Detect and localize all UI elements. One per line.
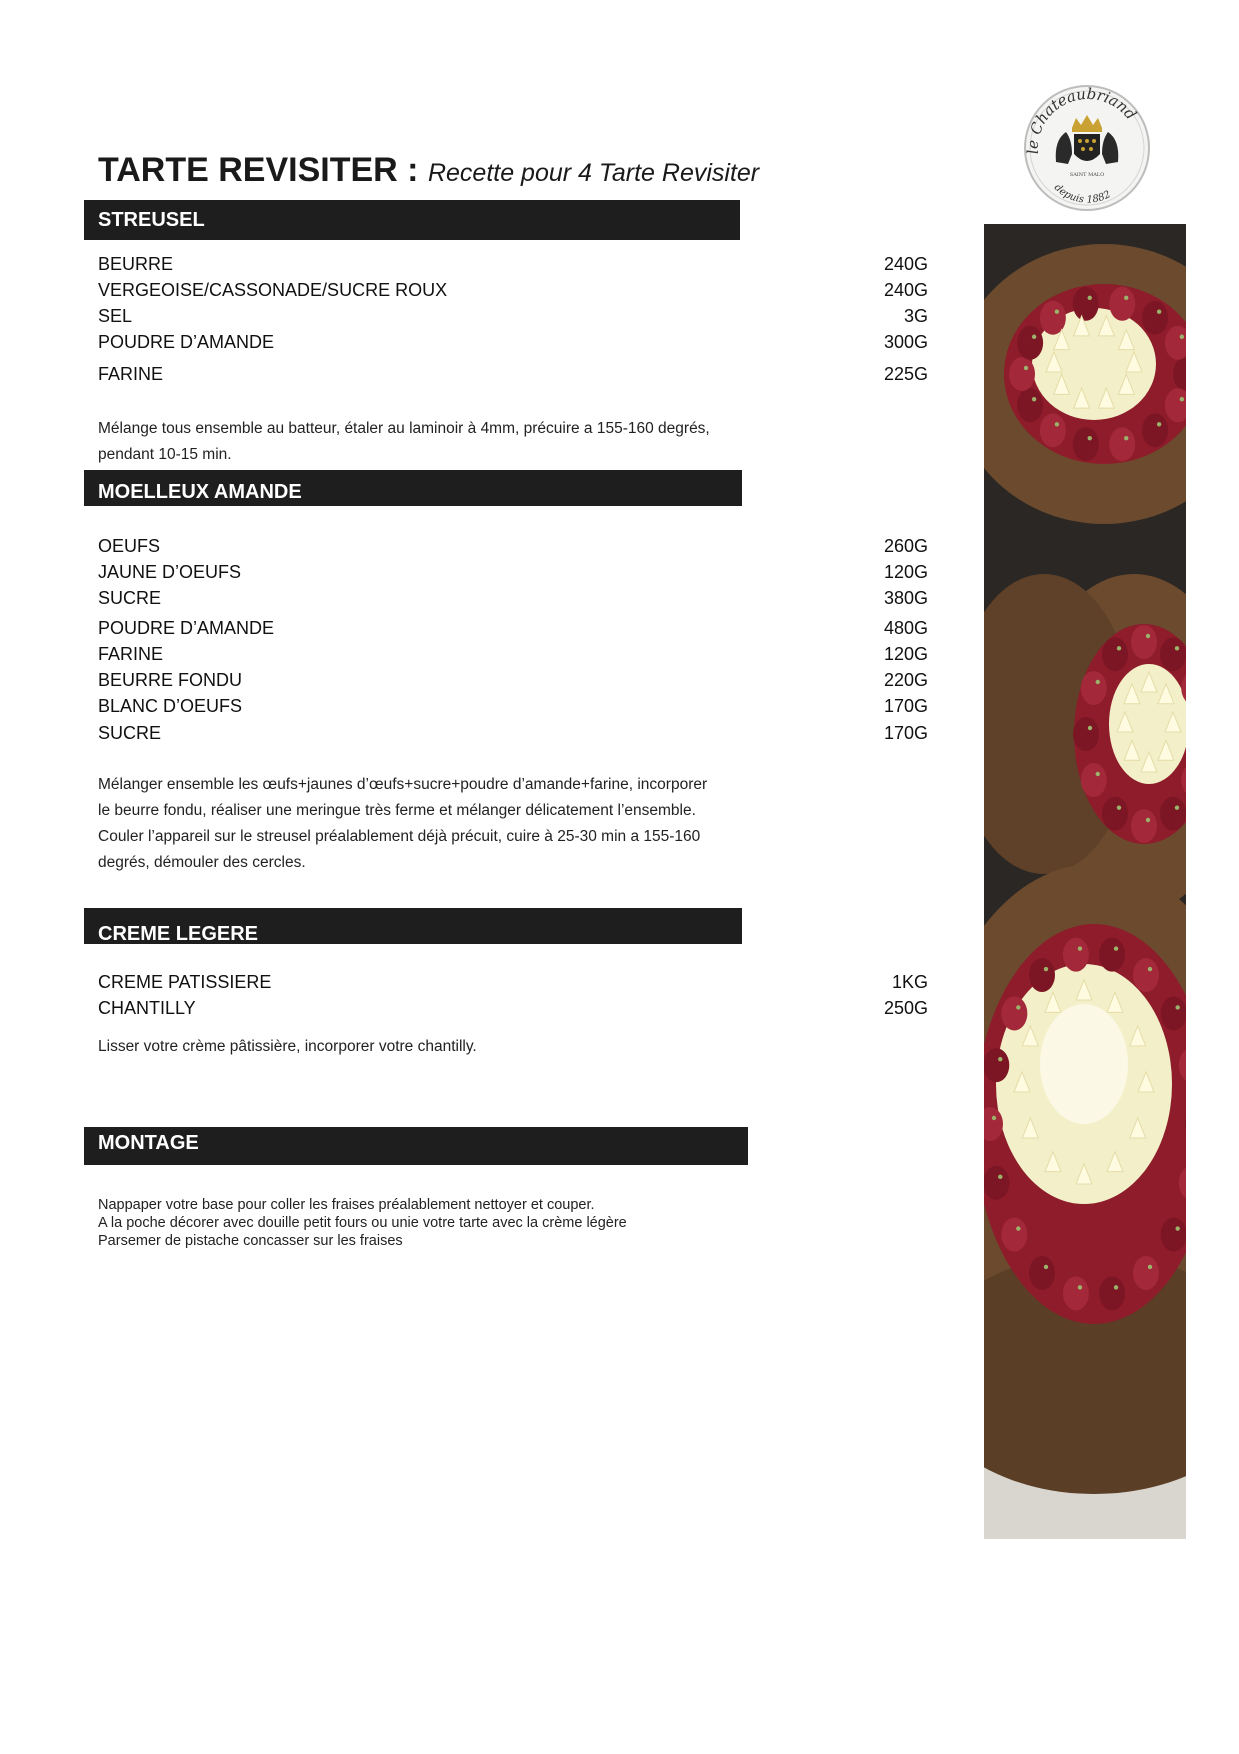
- instruction-line: degrés, démouler des cercles.: [98, 854, 306, 871]
- strawberry-shape: [984, 1166, 1009, 1200]
- tart-illustration: [984, 224, 1186, 1539]
- pistachio-shape: [1088, 436, 1092, 440]
- ingredient-qty: 240G: [883, 253, 928, 274]
- pistachio-shape: [1088, 726, 1092, 730]
- ingredient-name: FARINE: [98, 643, 164, 664]
- ingredient-name: BEURRE: [98, 253, 174, 274]
- ingredient-row: [98, 694, 928, 718]
- strawberry-shape: [1081, 671, 1107, 705]
- pistachio-shape: [1032, 335, 1036, 339]
- ingredient-row: [98, 278, 928, 302]
- instructions-moelleux-amande: [98, 772, 778, 876]
- pistachio-shape: [1124, 296, 1128, 300]
- pistachio-shape: [1032, 397, 1036, 401]
- instruction-line: Mélanger ensemble les œufs+jaunes d’œufs+sucre+poudre d’amande+farine, incorporer: [98, 776, 708, 793]
- section-heading-moelleux-amande: MOELLEUX AMANDE: [84, 470, 742, 506]
- ingredient-qty: 380G: [883, 587, 928, 608]
- pistachio-shape: [1175, 1226, 1179, 1230]
- restaurant-logo: [1016, 84, 1158, 212]
- ingredient-qty: 250G: [883, 997, 928, 1018]
- pistachio-shape: [1175, 805, 1179, 809]
- pistachio-shape: [1146, 634, 1150, 638]
- ingredient-qty: 300G: [883, 331, 928, 352]
- strawberry-shape: [1029, 958, 1055, 992]
- ingredient-row: [98, 586, 928, 610]
- strawberry-shape: [1073, 427, 1099, 461]
- section-heading-creme-legere: CREME LEGERE: [84, 908, 742, 944]
- instruction-line: le beurre fondu, réaliser une meringue très ferme et mélanger délicatement l’ensemble.: [98, 802, 696, 819]
- logo-city-text: SAINT MALO: [1069, 172, 1105, 178]
- pistachio-shape: [1055, 310, 1059, 314]
- ingredient-row: [98, 642, 928, 666]
- pistachio-shape: [1114, 1285, 1118, 1289]
- tart-photo: [984, 224, 1186, 1539]
- pistachio-shape: [1016, 1226, 1020, 1230]
- pistachio-shape: [1148, 967, 1152, 971]
- strawberry-shape: [1161, 996, 1186, 1030]
- instruction-line: Parsemer de pistache concasser sur les fraises: [98, 1233, 403, 1249]
- pistachio-shape: [1117, 646, 1121, 650]
- pistachio-shape: [1175, 646, 1179, 650]
- strawberry-shape: [1102, 637, 1128, 671]
- instruction-line: Couler l’appareil sur le streusel préalablement déjà précuit, cuire à 25-30 min a 155-160: [98, 828, 701, 845]
- instructions-creme-legere: [98, 1034, 778, 1060]
- ingredient-row: [98, 616, 928, 640]
- strawberry-shape: [1073, 287, 1099, 321]
- ingredient-qty: 170G: [883, 695, 928, 716]
- strawberry-shape: [1001, 1218, 1027, 1252]
- strawberry-shape: [984, 1048, 1009, 1082]
- ingredient-name: SUCRE: [98, 722, 162, 743]
- logo-name-text: le Chateaubriand: [1023, 84, 1140, 155]
- instruction-line: pendant 10-15 min.: [98, 446, 232, 463]
- strawberry-shape: [1131, 809, 1157, 843]
- strawberry-shape: [1160, 797, 1186, 831]
- logo-seal-icon: [1016, 84, 1158, 212]
- strawberry-shape: [1017, 388, 1043, 422]
- strawberry-shape: [1142, 301, 1168, 335]
- pistachio-shape: [1016, 1005, 1020, 1009]
- ingredient-row: [98, 668, 928, 692]
- strawberry-shape: [1040, 413, 1066, 447]
- strawberry-shape: [1109, 287, 1135, 321]
- pistachio-shape: [1175, 1005, 1179, 1009]
- pistachio-shape: [1078, 1285, 1082, 1289]
- title-main: TARTE REVISITER :: [98, 151, 428, 189]
- strawberry-shape: [1161, 1218, 1186, 1252]
- ingredient-name: VERGEOISE/CASSONADE/SUCRE ROUX: [98, 279, 448, 300]
- ingredient-qty: 120G: [883, 643, 928, 664]
- ingredient-name: BEURRE FONDU: [98, 669, 243, 690]
- instruction-line: Lisser votre crème pâtissière, incorporer votre chantilly.: [98, 1038, 477, 1055]
- pistachio-shape: [1180, 335, 1184, 339]
- pistachio-shape: [998, 1175, 1002, 1179]
- instruction-line: A la poche décorer avec douille petit fours ou unie votre tarte avec la crème légère: [98, 1215, 627, 1231]
- ingredient-name: POUDRE D’AMANDE: [98, 617, 275, 638]
- ingredient-name: JAUNE D’OEUFS: [98, 561, 242, 582]
- pistachio-shape: [1146, 818, 1150, 822]
- strawberry-shape: [1073, 717, 1099, 751]
- logo-since-text: depuis 1882: [1051, 182, 1113, 206]
- pistachio-shape: [1114, 946, 1118, 950]
- ingredient-row: [98, 534, 928, 558]
- ingredient-qty: 260G: [883, 535, 928, 556]
- ingredient-name: BLANC D’OEUFS: [98, 695, 243, 716]
- strawberry-shape: [1160, 637, 1186, 671]
- strawberry-shape: [1063, 1276, 1089, 1310]
- pistachio-shape: [1096, 772, 1100, 776]
- instructions-montage: [98, 1196, 778, 1250]
- pistachio-shape: [1180, 397, 1184, 401]
- ingredient-name: CHANTILLY: [98, 997, 196, 1018]
- strawberry-shape: [1099, 1276, 1125, 1310]
- ingredient-row: [98, 304, 928, 328]
- page-title: [98, 150, 759, 193]
- strawberry-shape: [1102, 797, 1128, 831]
- ingredient-row: [98, 996, 928, 1020]
- strawberry-shape: [1001, 996, 1027, 1030]
- pistachio-shape: [1148, 1265, 1152, 1269]
- ingredient-qty: 170G: [883, 722, 928, 743]
- section-heading-streusel: STREUSEL: [84, 200, 740, 240]
- pistachio-shape: [1044, 1265, 1048, 1269]
- strawberry-shape: [1133, 1256, 1159, 1290]
- strawberry-shape: [1109, 427, 1135, 461]
- ingredient-qty: 1KG: [891, 971, 928, 992]
- pistachio-shape: [1117, 805, 1121, 809]
- ingredient-row: [98, 560, 928, 584]
- ingredient-qty: 480G: [883, 617, 928, 638]
- strawberry-shape: [1029, 1256, 1055, 1290]
- ingredient-row: [98, 252, 928, 276]
- strawberry-shape: [1142, 413, 1168, 447]
- ingredient-qty: 220G: [883, 669, 928, 690]
- ingredient-name: POUDRE D’AMANDE: [98, 331, 275, 352]
- instruction-line: Mélange tous ensemble au batteur, étaler au laminoir à 4mm, précuire a 155-160 degrés,: [98, 420, 710, 437]
- pistachio-shape: [998, 1057, 1002, 1061]
- strawberry-shape: [1081, 763, 1107, 797]
- pistachio-shape: [1096, 680, 1100, 684]
- ingredient-row: [98, 970, 928, 994]
- pistachio-shape: [992, 1116, 996, 1120]
- ingredient-name: CREME PATISSIERE: [98, 971, 272, 992]
- ingredient-name: FARINE: [98, 363, 164, 384]
- strawberry-shape: [1063, 938, 1089, 972]
- section-heading-montage: MONTAGE: [84, 1127, 748, 1165]
- strawberry-shape: [1133, 958, 1159, 992]
- ingredient-row: [98, 330, 928, 354]
- pistachio-shape: [1157, 422, 1161, 426]
- strawberry-shape: [1017, 326, 1043, 360]
- pistachio-shape: [1157, 310, 1161, 314]
- ingredient-qty: 240G: [883, 279, 928, 300]
- instructions-streusel: [98, 416, 778, 468]
- ingredient-row: [98, 362, 928, 386]
- ingredient-name: SUCRE: [98, 587, 162, 608]
- strawberry-shape: [1099, 938, 1125, 972]
- ingredient-name: SEL: [98, 305, 133, 326]
- pistachio-shape: [1088, 296, 1092, 300]
- ingredient-name: OEUFS: [98, 535, 161, 556]
- pistachio-shape: [1024, 366, 1028, 370]
- ingredient-row: [98, 721, 928, 745]
- ingredient-qty: 120G: [883, 561, 928, 582]
- instruction-line: Nappaper votre base pour coller les fraises préalablement nettoyer et couper.: [98, 1197, 595, 1213]
- title-subtitle: Recette pour 4 Tarte Revisiter: [427, 159, 760, 187]
- strawberry-shape: [1009, 357, 1035, 391]
- pistachio-shape: [1044, 967, 1048, 971]
- ingredient-qty: 3G: [903, 305, 928, 326]
- strawberry-shape: [1131, 625, 1157, 659]
- ingredient-qty: 225G: [883, 363, 928, 384]
- pistachio-shape: [1055, 422, 1059, 426]
- pistachio-shape: [1078, 946, 1082, 950]
- pistachio-shape: [1124, 436, 1128, 440]
